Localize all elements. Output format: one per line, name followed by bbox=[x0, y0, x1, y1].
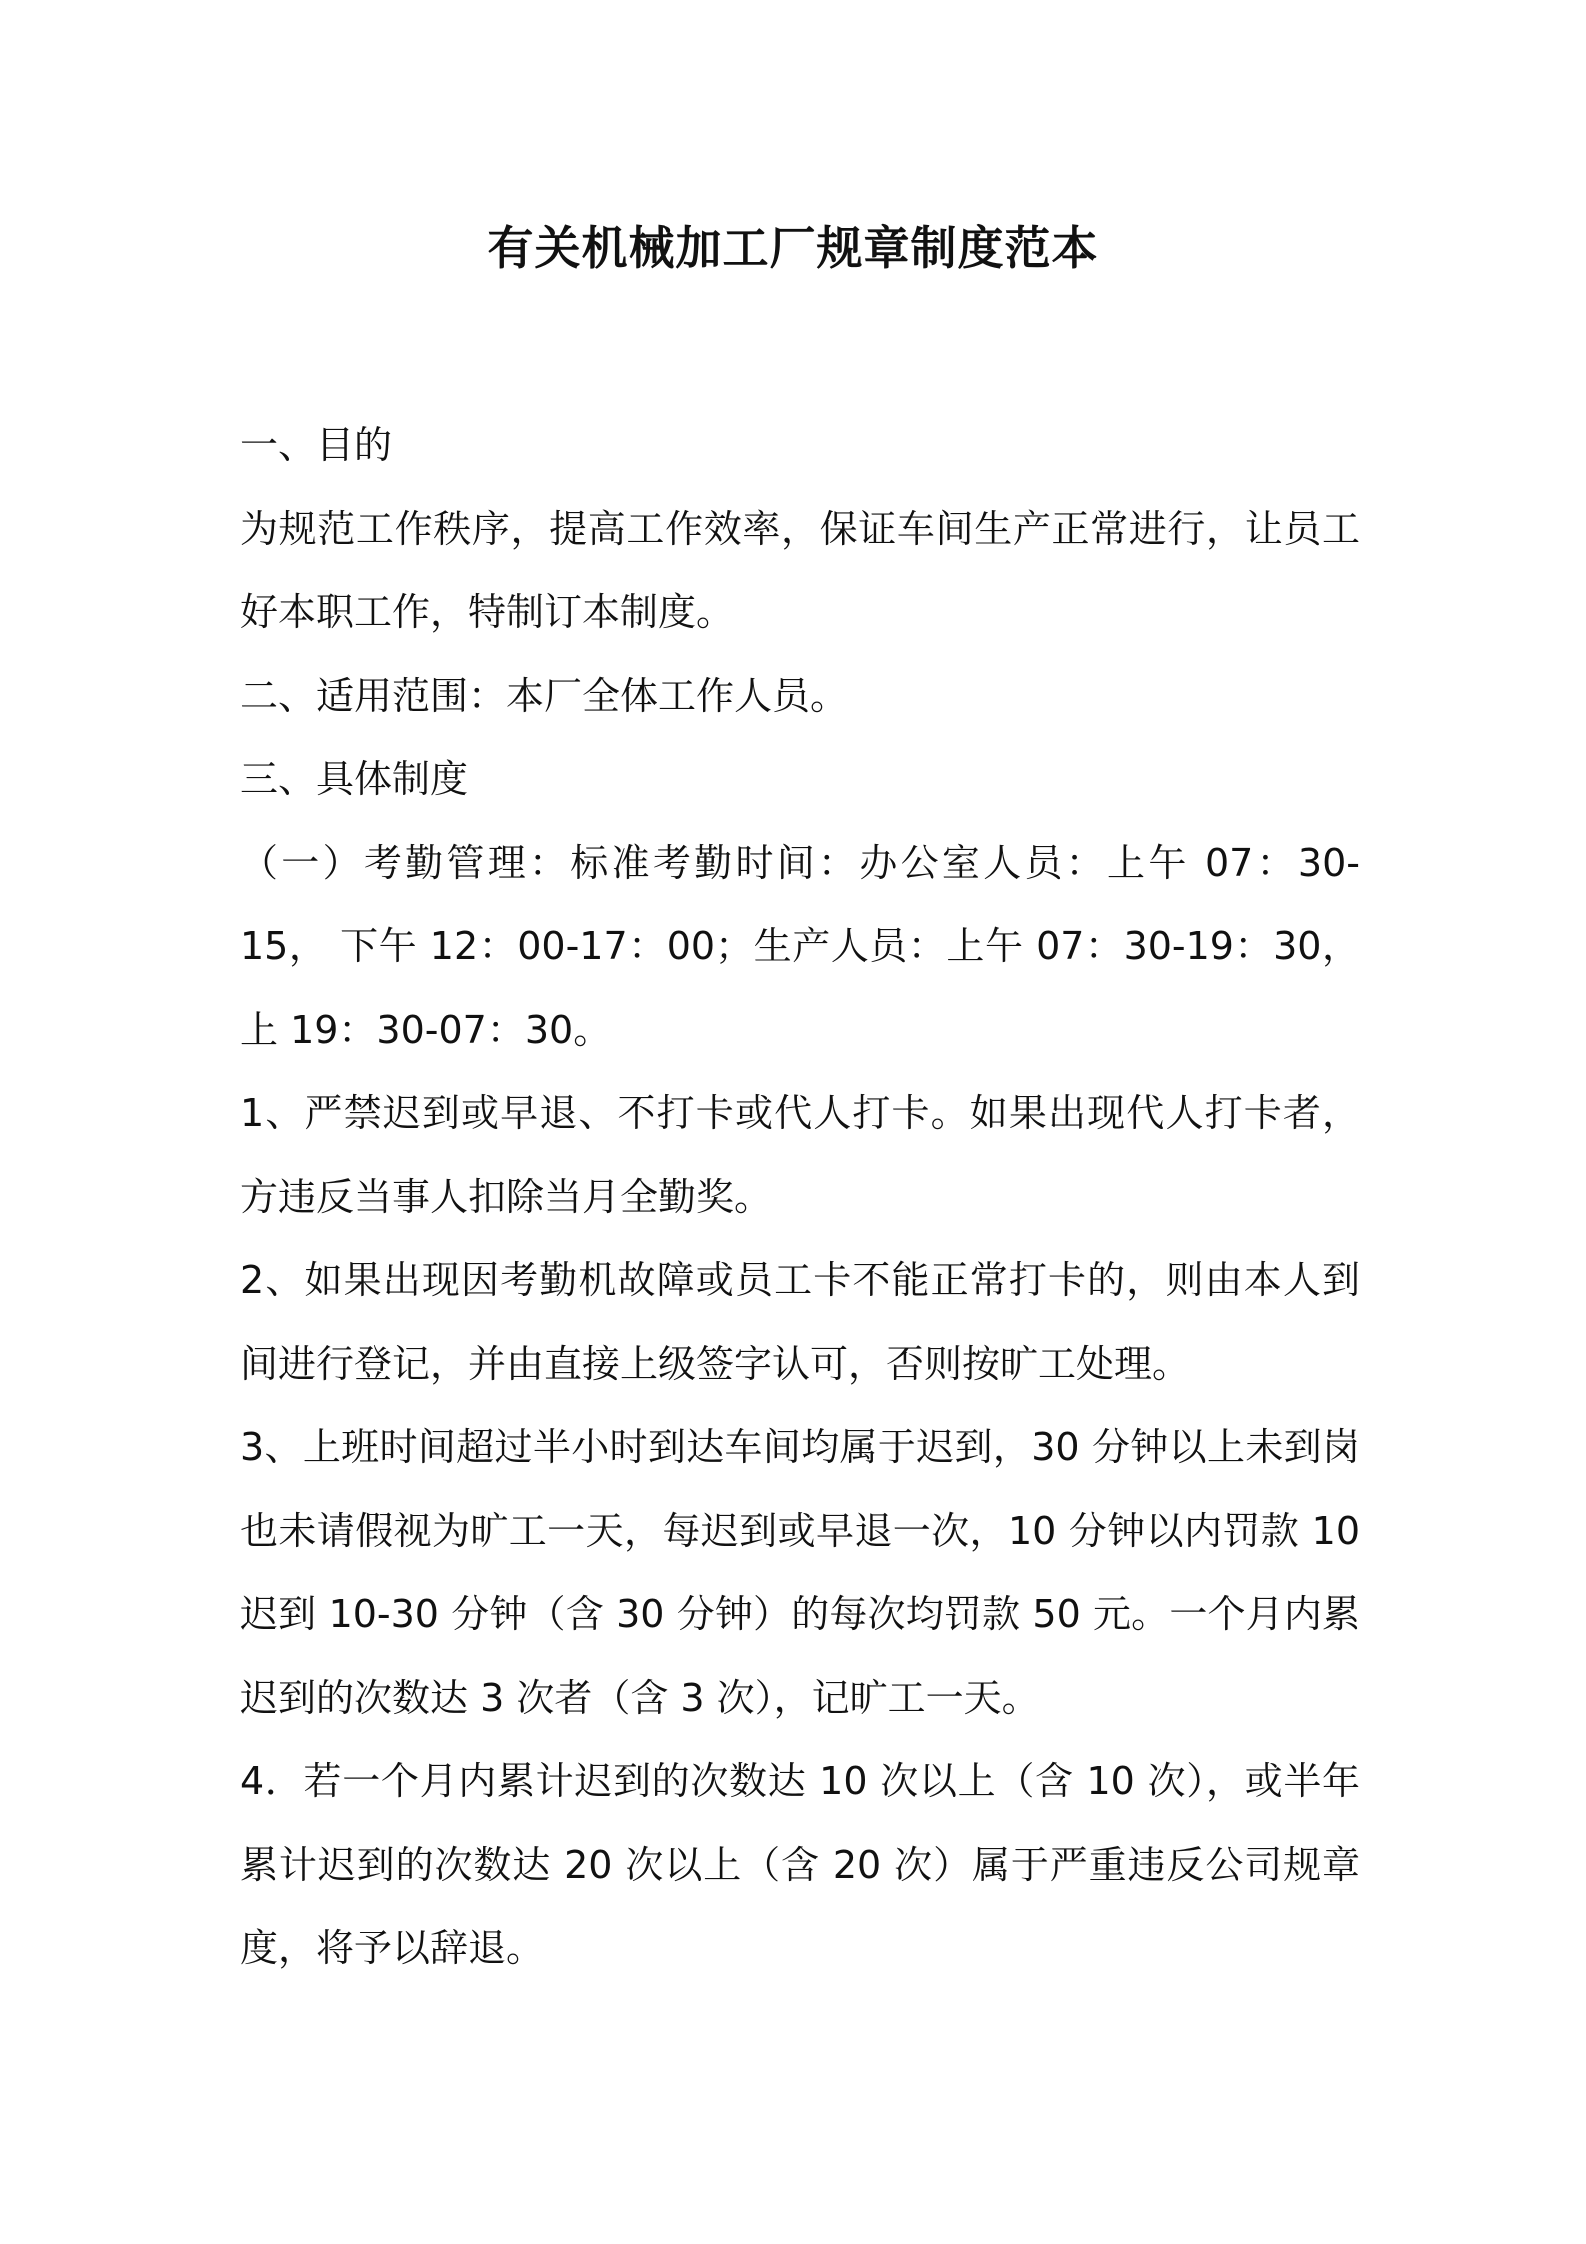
paragraph-line: 15， 下午 12：00-17：00；生产人员：上午 07：30-19：30， bbox=[240, 924, 1360, 968]
rule-item-1: 1、严禁迟到或早退、不打卡或代人打卡。如果出现代人打卡者， bbox=[240, 1091, 1360, 1135]
paragraph-line: 间进行登记，并由直接上级签字认可，否则按旷工处理。 bbox=[240, 1341, 1191, 1386]
rule-item-4: 4．若一个月内累计迟到的次数达 10 次以上（含 10 次），或半年 bbox=[240, 1759, 1360, 1803]
rule-item-2: 2、如果出现因考勤机故障或员工卡不能正常打卡的，则由本人到 bbox=[240, 1258, 1360, 1302]
document-body bbox=[240, 404, 1360, 1991]
paragraph-line: 好本职工作，特制订本制度。 bbox=[240, 590, 735, 634]
section-heading-purpose: 一、目的 bbox=[240, 423, 393, 467]
section-heading-rules: 三、具体制度 bbox=[240, 757, 469, 801]
section-heading-scope: 二、适用范围：本厂全体工作人员。 bbox=[240, 673, 849, 718]
paragraph-line: 迟到 10-30 分钟（含 30 分钟）的每次均罚款 50 元。一个月内累 bbox=[240, 1592, 1360, 1636]
paragraph-line: 度，将予以辞退。 bbox=[240, 1926, 545, 1970]
document-title: 有关机械加工厂规章制度范本 bbox=[487, 221, 1099, 275]
paragraph-line: 方违反当事人扣除当月全勤奖。 bbox=[240, 1174, 773, 1219]
rule-item-3: 3、上班时间超过半小时到达车间均属于迟到，30 分钟以上未到岗 bbox=[240, 1425, 1360, 1469]
paragraph-line: 累计迟到的次数达 20 次以上（含 20 次）属于严重违反公司规章 bbox=[240, 1842, 1360, 1887]
paragraph-line: 也未请假视为旷工一天，每迟到或早退一次，10 分钟以内罚款 10 bbox=[240, 1508, 1360, 1553]
paragraph-line: 为规范工作秩序，提高工作效率，保证车间生产正常进行，让员工 bbox=[240, 506, 1360, 551]
paragraph-line: 迟到的次数达 3 次者（含 3 次），记旷工一天。 bbox=[240, 1675, 1040, 1720]
paragraph-line: （一）考勤管理：标准考勤时间：办公室人员：上午 07：30- bbox=[240, 840, 1360, 885]
paragraph-line: 上 19：30-07：30。 bbox=[240, 1007, 612, 1052]
